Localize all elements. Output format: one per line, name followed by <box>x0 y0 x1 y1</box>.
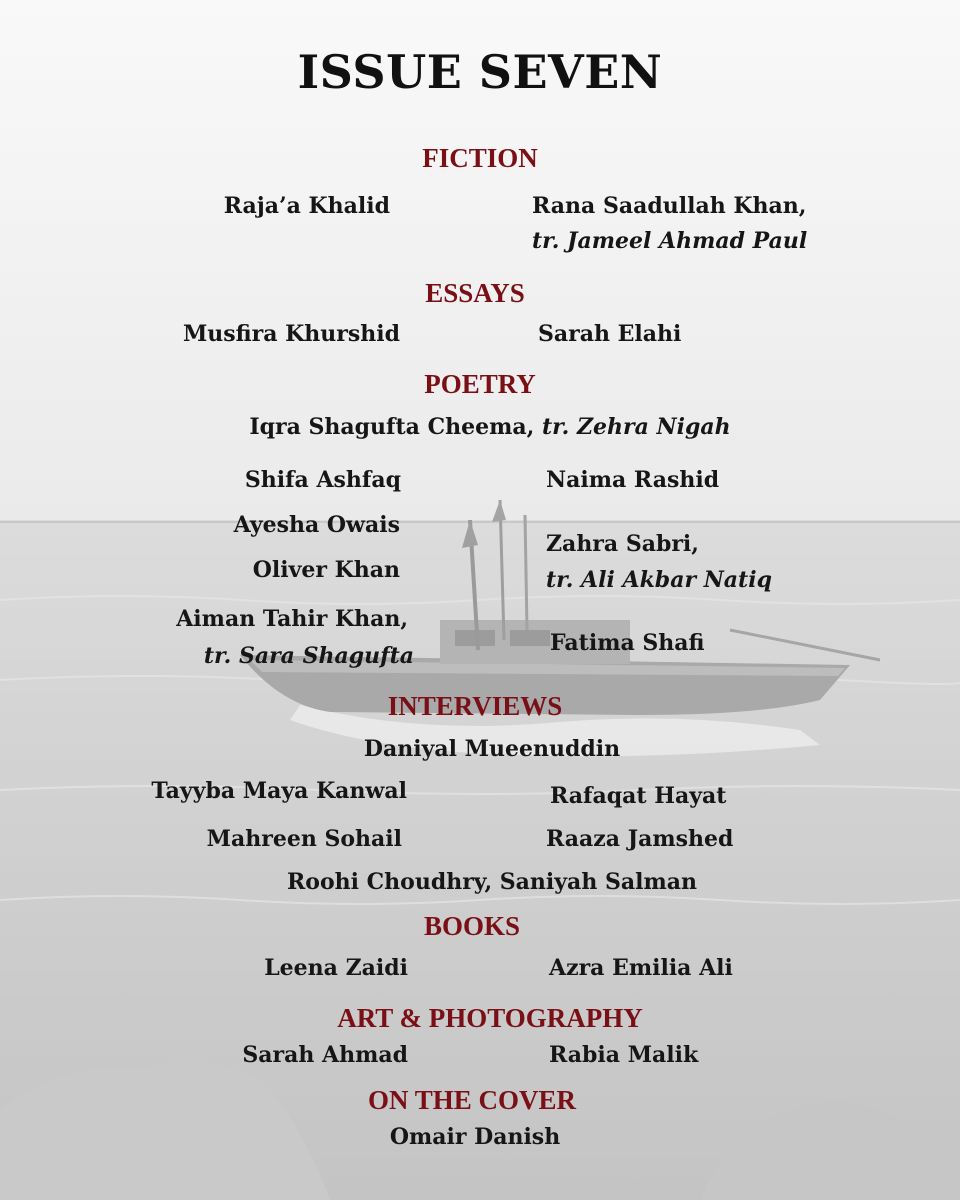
contributor-name: Tayyba Maya Kanwal <box>151 778 407 804</box>
section-heading-essays: ESSAYS <box>425 278 525 308</box>
contributor-name: Musfira Khurshid <box>182 321 400 347</box>
contributor-name: Ayesha Owais <box>233 512 400 538</box>
contributor-name: Oliver Khan <box>252 557 400 583</box>
translator-name: tr. Jameel Ahmad Paul <box>532 228 808 254</box>
translator-name: tr. Zehra Nigah <box>541 414 731 440</box>
translator-name: tr. Sara Shagufta <box>203 643 414 669</box>
contributor-name: Zahra Sabri, <box>546 531 699 557</box>
contributor-name: Fatima Shafi <box>550 630 705 656</box>
featured-poetry-entry <box>249 416 730 438</box>
section-heading-fiction: FICTION <box>422 143 538 173</box>
contributor-name: Aiman Tahir Khan, <box>176 606 408 632</box>
section-heading-poetry: POETRY <box>424 369 536 399</box>
contributor-name: Rafaqat Hayat <box>550 783 727 809</box>
issue-title: ISSUE SEVEN <box>297 45 663 99</box>
contributor-name: Raja’a Khalid <box>223 193 390 219</box>
contributor-name: Daniyal Mueenuddin <box>363 736 621 762</box>
contributor-name: Azra Emilia Ali <box>549 955 733 981</box>
section-heading-art-photography: ART & PHOTOGRAPHY <box>337 1003 643 1033</box>
contributor-name: Mahreen Sohail <box>206 826 402 852</box>
translator-name: tr. Ali Akbar Natiq <box>546 567 772 593</box>
contributor-name: Shifa Ashfaq <box>244 467 401 493</box>
contributor-name: Iqra Shagufta Cheema, <box>249 414 542 440</box>
contributor-name: Rabia Malik <box>549 1042 699 1068</box>
section-heading-books: BOOKS <box>423 911 521 941</box>
section-heading-on-the-cover: ON THE COVER <box>367 1085 577 1115</box>
contributor-name: Raaza Jamshed <box>546 826 734 852</box>
contributor-name: Rana Saadullah Khan, <box>532 193 807 219</box>
contributor-name: Omair Danish <box>389 1124 561 1150</box>
section-heading-interviews: INTERVIEWS <box>387 691 563 721</box>
contributor-name: Naima Rashid <box>546 467 720 493</box>
contributor-name: Sarah Ahmad <box>242 1042 408 1068</box>
contributor-name: Sarah Elahi <box>538 321 682 347</box>
contributor-name: Leena Zaidi <box>264 955 408 981</box>
contributor-name: Roohi Choudhry, Saniyah Salman <box>287 869 697 895</box>
